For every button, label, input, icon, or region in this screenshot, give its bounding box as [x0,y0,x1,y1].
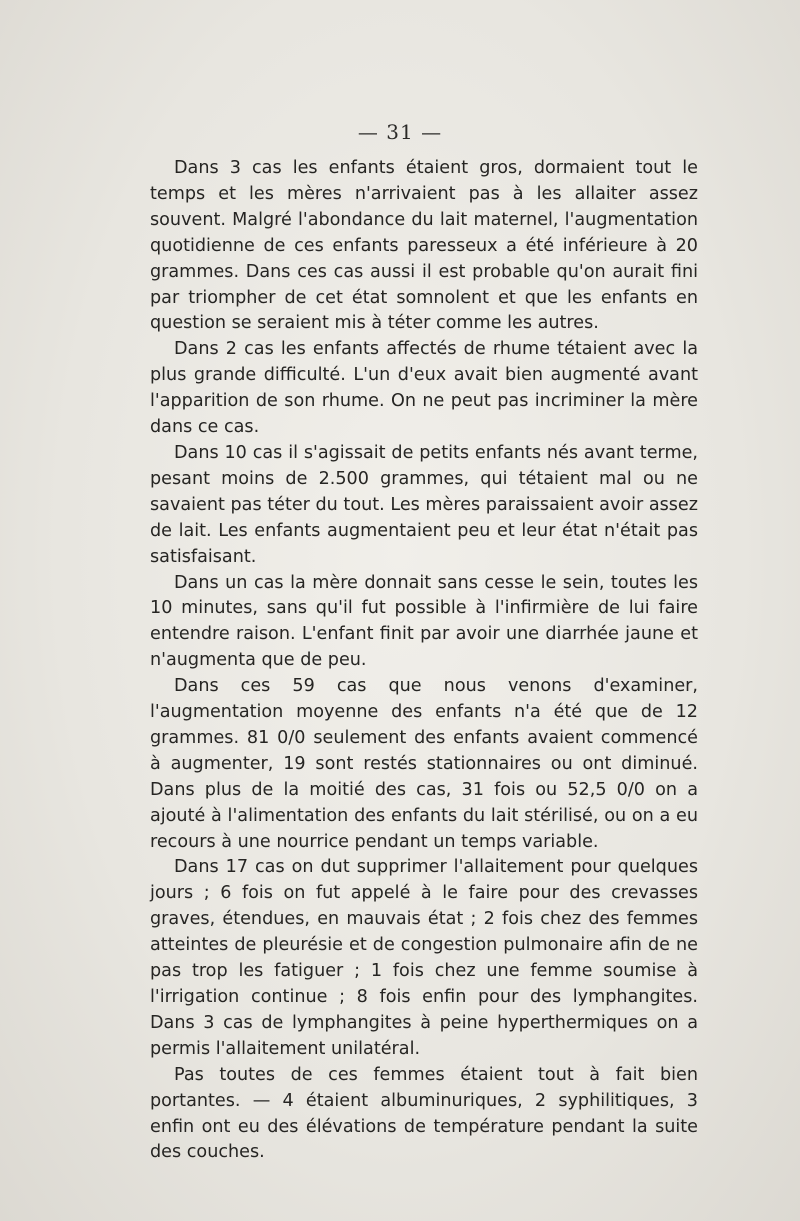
paragraph-4: Dans un cas la mère donnait sans cesse le sein, toutes les 10 minutes, sans qu'il fut possible à l'infirmière de lui faire entendre raison. L'enfant finit par avoir une diarrhée jaune et n'augmenta que de peu. [150,572,698,671]
paragraph-2: Dans 2 cas les enfants affectés de rhume tétaient avec la plus grande difficulté. L'un d'eux avait bien augmenté avant l'apparition de son rhume. On ne peut pas incriminer la mère dans ce cas. [150,339,698,438]
paragraph-6: Dans 17 cas on dut supprimer l'allaitement pour quelques jours ; 6 fois on fut appelé à le faire pour des crevasses graves, étendues, en mauvais état ; 2 fois chez des femmes atteintes de pleurésie et de congestion pulmonaire afin de ne pas trop les fatiguer ; 1 fois chez une femme soumise à l'irrigation continue ; 8 fois enfin pour des lymphangites. Dans 3 cas de lymphangites à peine hyperthermiques on a permis l'allaitement unilatéral. [150,857,698,1059]
body-text [150,156,698,1166]
paragraph-5: Dans ces 59 cas que nous venons d'examiner, l'augmentation moyenne des enfants n'a été que de 12 grammes. 81 0/0 seulement des enfants avaient commencé à augmenter, 19 sont restés stationnaires ou ont diminué. Dans plus de la moitié des cas, 31 fois ou 52,5 0/0 on a ajouté à l'alimentation des enfants du lait stérilisé, ou on a eu recours à une nourrice pendant un temps variable. [150,676,698,852]
paragraph-7: Pas toutes de ces femmes étaient tout à fait bien portantes. — 4 étaient albuminuriques, 2 syphilitiques, 3 enfin ont eu des élévations de température pendant la suite des couches. [150,1064,698,1163]
paragraph-3: Dans 10 cas il s'agissait de petits enfants nés avant terme, pesant moins de 2.500 grammes, qui tétaient mal ou ne savaient pas téter du tout. Les mères paraissaient avoir assez de lait. Les enfants augmentaient peu et leur état n'était pas satisfaisant. [150,442,698,567]
paragraph-1: Dans 3 cas les enfants étaient gros, dormaient tout le temps et les mères n'arrivaient pas à les allaiter assez souvent. Malgré l'abondance du lait maternel, l'augmentation quotidienne de ces enfants paresseux a été inférieure à 20 grammes. Dans ces cas aussi il est probable qu'on aurait fini par triompher de cet état somnolent et que les enfants en question se seraient mis à téter comme les autres. [150,158,698,334]
page-number: — 31 — [357,120,443,144]
